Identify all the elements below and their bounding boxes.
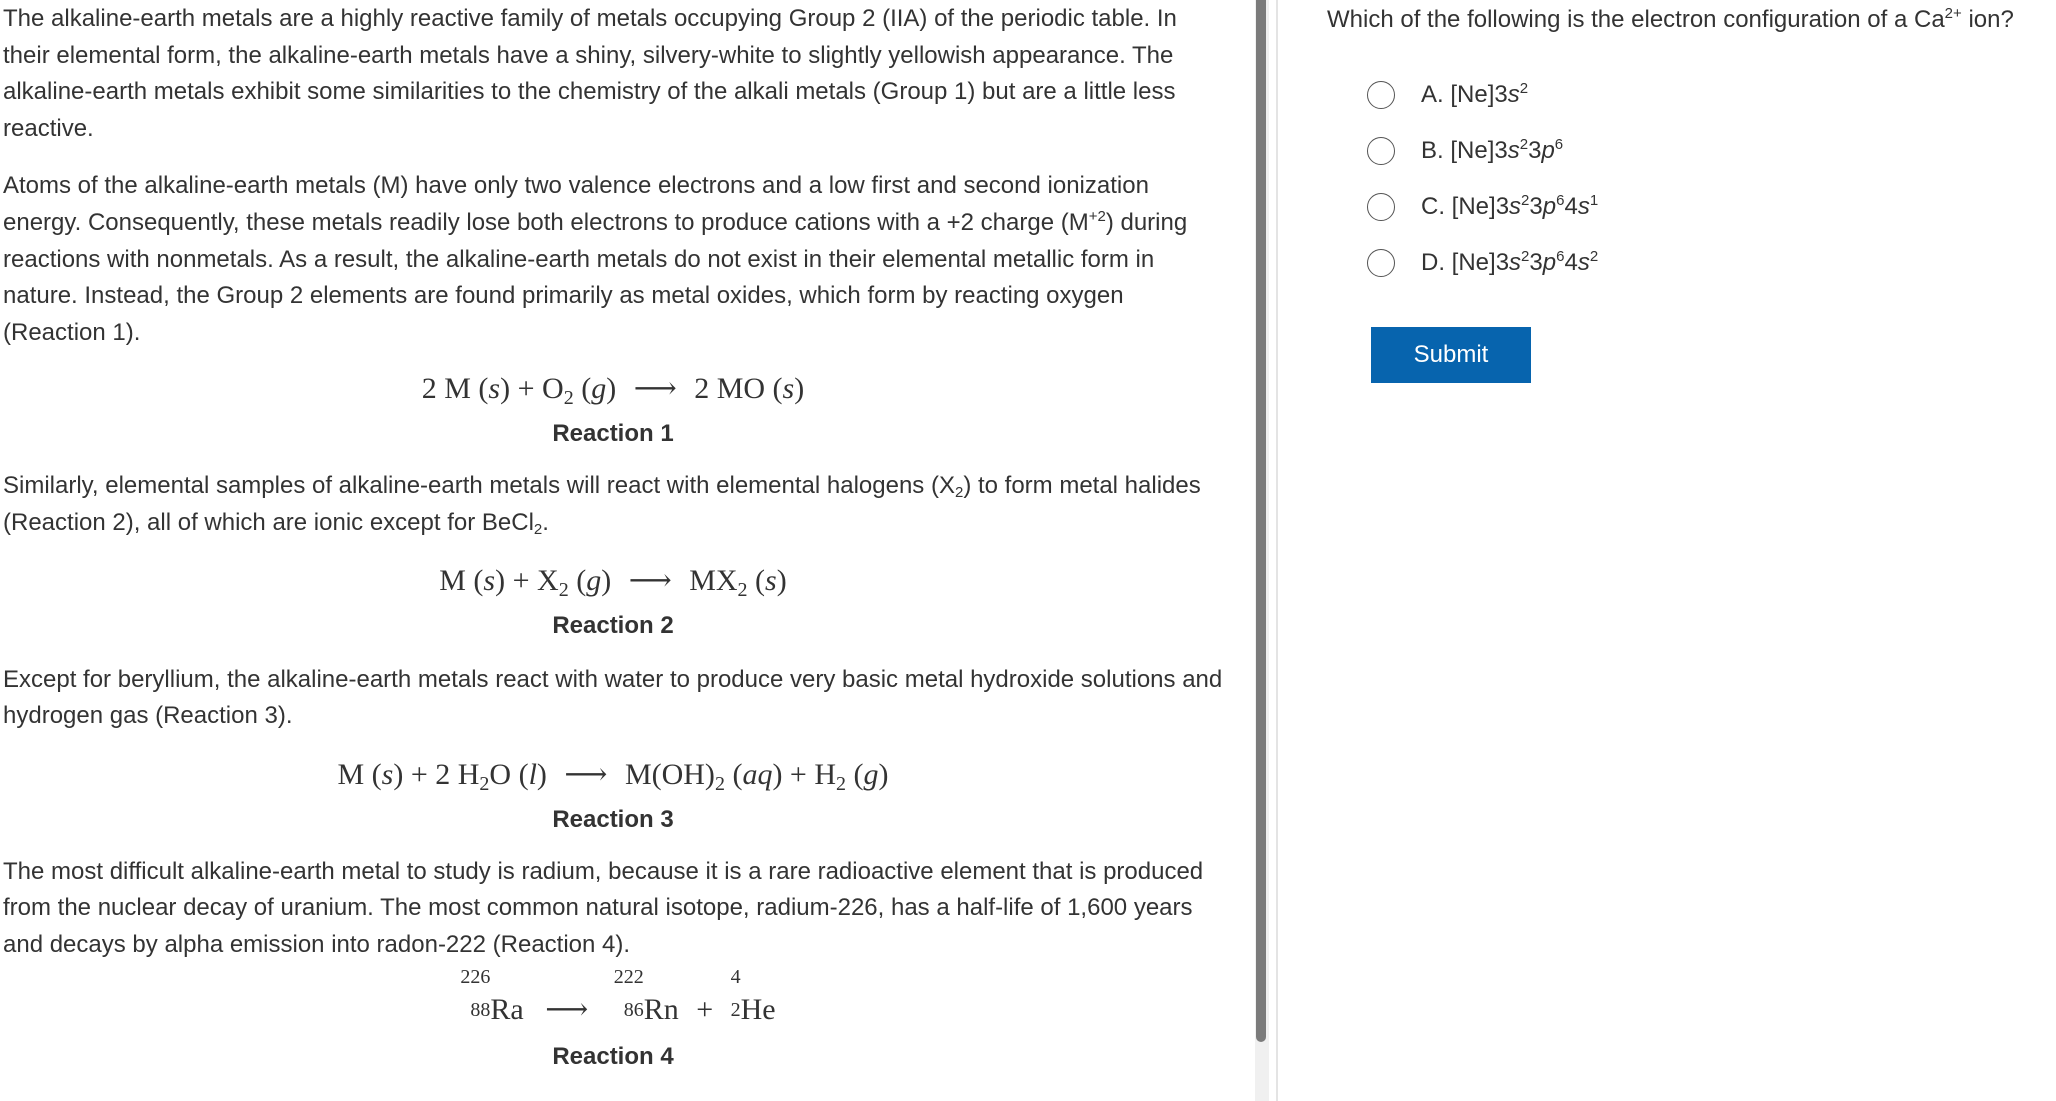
option-c-letter: C. <box>1421 193 1445 220</box>
answer-option-d[interactable] <box>1367 249 1598 277</box>
passage-paragraph-4: Except for beryllium, the alkaline-earth metals react with water to produce very basic metal hydroxide solutions and hydrogen gas (Reaction 3). <box>3 665 1223 730</box>
option-a-text: $[Ne]3s^2$ <box>1450 80 1529 108</box>
panel-divider <box>1276 0 1278 1101</box>
option-d-letter: D. <box>1421 249 1445 276</box>
passage-panel <box>3 0 1223 1077</box>
passage-paragraph-1: The alkaline-earth metals are a highly reactive family of metals occupying Group 2 (IIA) of the periodic table. In their elemental form, the alkaline-earth metals have a shiny, silvery-white to slightly yellowish appearance. The alkaline-earth metals exhibit some similarities to the chemistry of the alkali metals (Group 1) but are a little less reactive. <box>3 5 1177 142</box>
reaction-1-equation: 2 M $(s) + O_2$ (g) ⟶ 2 MO (s) <box>421 372 805 410</box>
answer-option-a[interactable] <box>1367 81 1528 109</box>
question-stem: Which of the following is the electron configuration of a $Ca^{2+}$ ion? <box>1327 5 2014 33</box>
answer-option-b[interactable] <box>1367 137 1563 165</box>
submit-button[interactable]: Submit <box>1371 327 1531 383</box>
reaction-4-label: Reaction 4 <box>552 1042 674 1070</box>
option-a-letter: A. <box>1421 81 1444 108</box>
reaction-4-equation: 226 88 Ra ⟶ 222 86 Rn + 4 2 He <box>460 965 776 1026</box>
reaction-3-equation: M (s) + 2 $H_2O$ (l) ⟶ $M(OH)_2$ $(aq) + H_2$ (g) <box>337 757 889 795</box>
reaction-1-label: Reaction 1 <box>552 420 674 448</box>
radio-button-d[interactable] <box>1367 249 1395 277</box>
option-c-text: $[Ne]3s^23p^64s^1$ <box>1451 192 1599 220</box>
reaction-2-equation: M $(s) + X_2$ (g) ⟶ $MX_2$ (s) <box>439 563 787 601</box>
passage-paragraph-3: Similarly, elemental samples of alkaline-earth metals will react with elemental halogens $(X_2)$ to form metal halides (Reaction 2), all of which are ionic except for BeCl$_2$. <box>3 472 1201 538</box>
option-d-text: $[Ne]3s^23p^64s^2$ <box>1451 248 1599 276</box>
reaction-3-label: Reaction 3 <box>552 805 674 833</box>
option-b-text: $[Ne]3s^23p^6$ <box>1450 136 1564 164</box>
passage-paragraph-2: Atoms of the alkaline-earth metals (M) have only two valence electrons and a low first and second ionization energy. Consequently, these metals readily lose both electrons to produce cations with a +2 charge $(M^{+2})$ during reactions with nonmetals. As a result, the alkaline-earth metals do not exist in their elemental metallic form in nature. Instead, the Group 2 elements are found primarily as metal oxides, which form by reacting oxygen (Reaction 1). <box>3 172 1188 346</box>
radio-button-b[interactable] <box>1367 137 1395 165</box>
passage-paragraph-5: The most difficult alkaline-earth metal to study is radium, because it is a rare radioactive element that is produced from the nuclear decay of uranium. The most common natural isotope, radium-226, has a half-life of 1,600 years and decays by alpha emission into radon-222 (Reaction 4). <box>3 857 1204 958</box>
option-b-letter: B. <box>1421 137 1444 164</box>
radio-button-c[interactable] <box>1367 193 1395 221</box>
radio-button-a[interactable] <box>1367 81 1395 109</box>
reaction-2-label: Reaction 2 <box>552 611 674 639</box>
panel-scrollbar-thumb[interactable] <box>1256 0 1266 1042</box>
answer-option-c[interactable] <box>1367 193 1598 221</box>
